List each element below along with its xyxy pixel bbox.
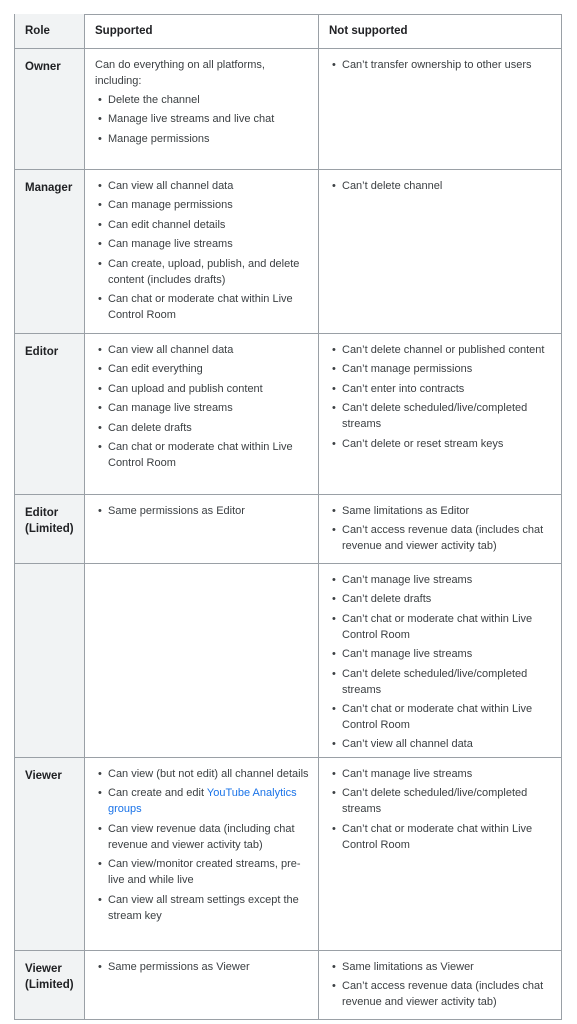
list-item [95,785,312,817]
list-item: • Can’t chat or moderate chat within Live Control Room [329,821,555,853]
header-not-supported: Not supported [329,25,408,37]
list-item: • Delete the channel [95,92,312,108]
supported-cell [84,564,318,758]
supported-cell [84,334,318,495]
header-not-supported-cell [318,14,562,49]
list-item: • Can’t delete scheduled/live/completed streams [329,666,555,698]
list-item: • Can upload and publish content [95,381,312,397]
table-row-viewer [14,758,562,951]
list-item: • Can view all channel data [95,178,312,194]
supported-cell [84,495,318,564]
list-item: • Can’t delete channel [329,178,555,194]
supported-cell [84,951,318,1020]
table-row-editor-limited [14,495,562,564]
list-item: • Can view all channel data [95,342,312,358]
role-name: Manager [25,182,73,194]
list-item: • Can’t transfer ownership to other users [329,57,555,73]
supported-cell [84,49,318,170]
role-cell [14,564,84,758]
list-item: • Can’t delete scheduled/live/completed streams [329,400,555,432]
list-item: • Can’t access revenue data (includes chat revenue and viewer activity tab) [329,522,555,554]
list-item: • Can manage live streams [95,236,312,252]
list-item: • Can view (but not edit) all channel details [95,766,312,782]
table-row-viewer-limited [14,951,562,1020]
role-name: Editor (Limited) [25,507,74,535]
not-supported-cell [318,564,562,758]
list-item: • Can create, upload, publish, and delete content (includes drafts) [95,256,312,288]
not-supported-cell [318,334,562,495]
table-row-manager [14,170,562,334]
list-item: • Can delete drafts [95,420,312,436]
list-item: • Can chat or moderate chat within Live Control Room [95,439,312,471]
supported-cell [84,170,318,334]
list-item: • Can’t delete scheduled/live/completed streams [329,785,555,817]
list-item: • Can’t manage live streams [329,646,555,662]
list-item: • Can’t delete drafts [329,591,555,607]
supported-lead: Can do everything on all platforms, including: [95,59,265,87]
list-item: • Can view all stream settings except the stream key [95,892,312,924]
role-cell [14,495,84,564]
table-row-editor [14,334,562,495]
list-item-text: Can create and edit [108,787,207,800]
role-name: Editor [25,346,59,358]
header-role-cell [14,14,84,49]
list-item: • Can’t chat or moderate chat within Live Control Room [329,701,555,733]
list-item: • Can’t access revenue data (includes chat revenue and viewer activity tab) [329,978,555,1010]
list-item: • Manage live streams and live chat [95,111,312,127]
list-item: • Can’t delete or reset stream keys [329,436,555,452]
role-cell [14,951,84,1020]
list-item: • Can’t enter into contracts [329,381,555,397]
table-row-owner [14,49,562,170]
not-supported-cell [318,49,562,170]
list-item: • Can’t manage live streams [329,572,555,588]
list-item: • Can view/monitor created streams, pre-live and while live [95,856,312,888]
list-item: • Can manage permissions [95,197,312,213]
list-item: • Can’t chat or moderate chat within Live Control Room [329,611,555,643]
list-item: • Can edit channel details [95,217,312,233]
permissions-table [14,14,562,1009]
list-item: • Can manage live streams [95,400,312,416]
list-item: • Same limitations as Viewer [329,959,555,975]
role-cell [14,170,84,334]
list-item: • Can’t manage permissions [329,361,555,377]
not-supported-cell [318,951,562,1020]
list-item: • Can’t delete channel or published content [329,342,555,358]
header-supported-cell [84,14,318,49]
not-supported-cell [318,495,562,564]
list-item: • Can chat or moderate chat within Live Control Room [95,291,312,323]
role-name: Owner [25,61,61,73]
supported-cell [84,758,318,951]
header-role: Role [25,25,50,37]
role-name: Viewer [25,770,62,782]
table-row-unnamed [14,564,562,758]
role-name: Viewer (Limited) [25,963,74,991]
list-item: • Can view revenue data (including chat revenue and viewer activity tab) [95,821,312,853]
list-item: • Same permissions as Viewer [95,959,312,975]
not-supported-cell [318,758,562,951]
youtube-analytics-groups-link[interactable]: YouTube Analytics groups [108,787,297,816]
not-supported-cell [318,170,562,334]
list-item: • Can’t view all channel data [329,736,555,752]
list-item: • Same limitations as Editor [329,503,555,519]
list-item: • Can’t manage live streams [329,766,555,782]
list-item: • Same permissions as Editor [95,503,312,519]
role-cell [14,758,84,951]
role-cell [14,49,84,170]
list-item: • Manage permissions [95,131,312,147]
header-supported: Supported [95,25,153,37]
list-item: • Can edit everything [95,361,312,377]
role-cell [14,334,84,495]
table-header-row [14,14,562,49]
